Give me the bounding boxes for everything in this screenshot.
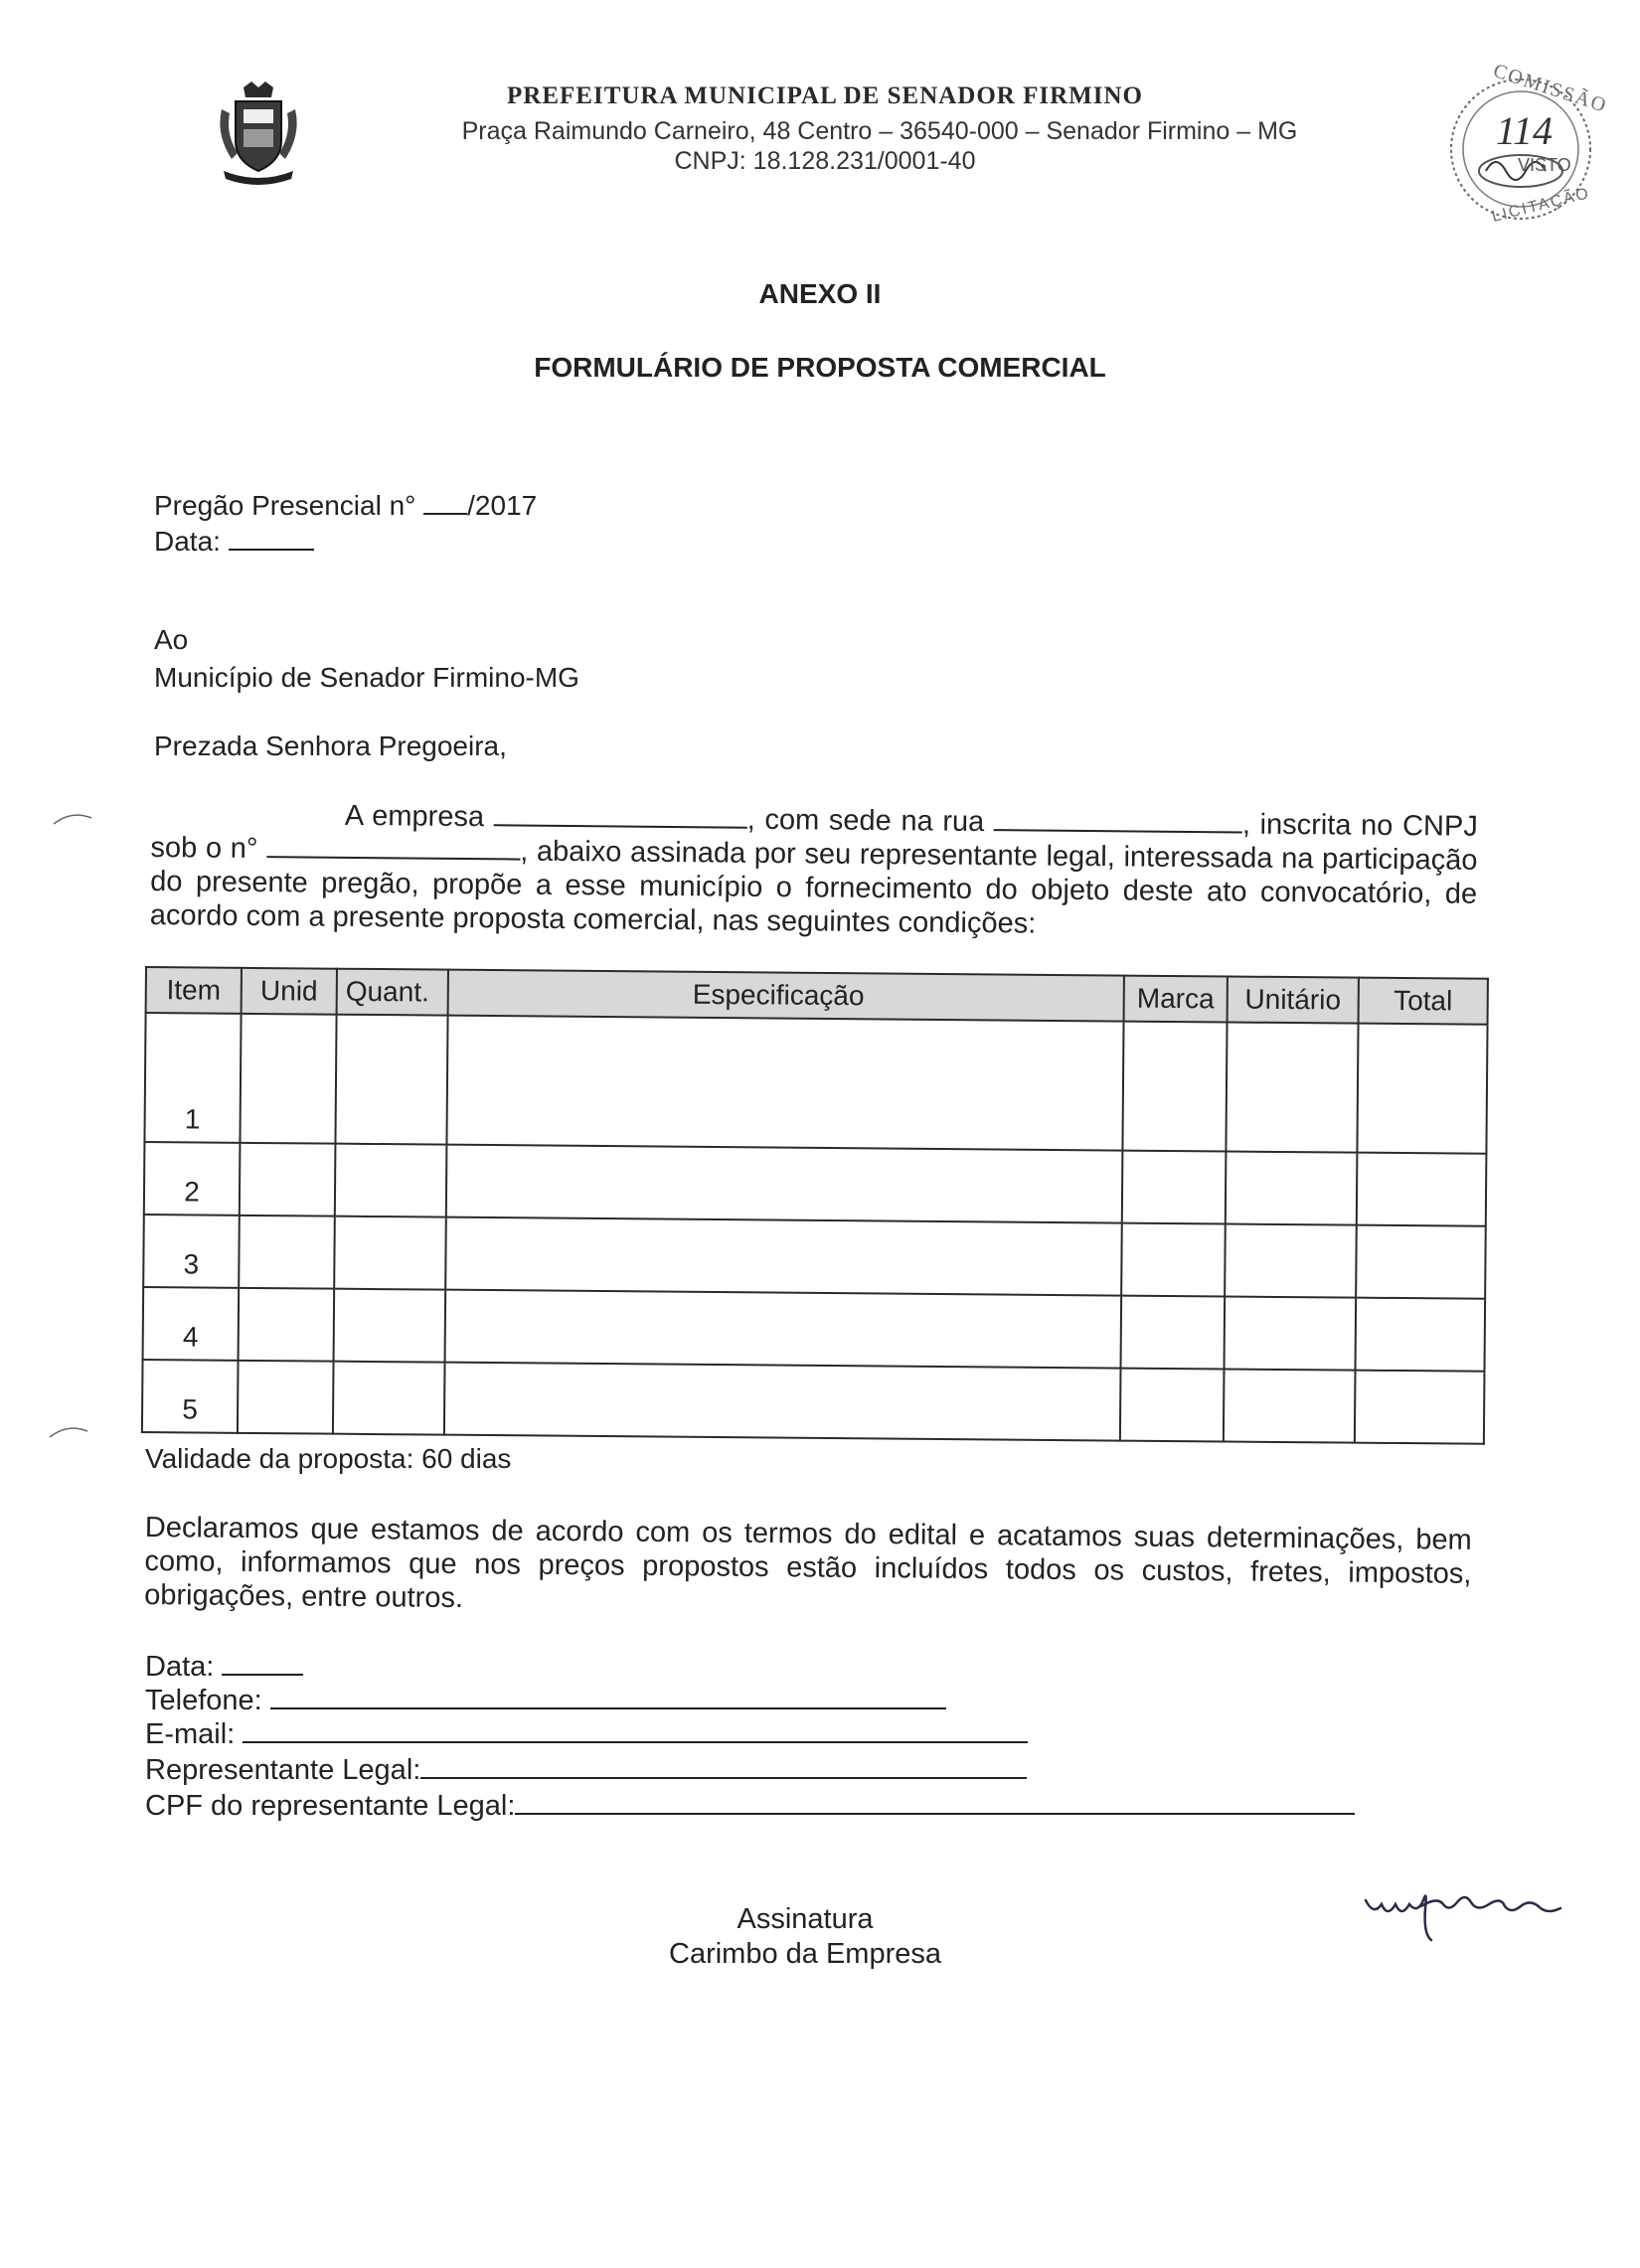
unid-cell[interactable] xyxy=(240,1143,336,1216)
header-item: Item xyxy=(146,967,242,1014)
header-marca: Marca xyxy=(1124,976,1228,1023)
header-title: PREFEITURA MUNICIPAL DE SENADOR FIRMINO xyxy=(507,82,1143,109)
item-cell: 5 xyxy=(142,1360,239,1433)
marca-cell[interactable] xyxy=(1122,1151,1227,1224)
data-line xyxy=(154,525,314,558)
unitario-cell[interactable] xyxy=(1224,1369,1356,1442)
proposal-validity: Validade da proposta: 60 dias xyxy=(145,1443,512,1474)
total-cell[interactable] xyxy=(1357,1024,1487,1154)
commission-stamp xyxy=(1436,60,1610,229)
field-representante xyxy=(145,1753,1027,1787)
intro-part1: A empresa xyxy=(344,799,485,834)
pregao-year: /2017 xyxy=(467,490,538,521)
marca-cell[interactable] xyxy=(1122,1022,1227,1152)
stamp-bottom-text: LICITAÇÃO xyxy=(1490,185,1592,227)
proposal-table xyxy=(141,966,1487,1445)
item-cell: 3 xyxy=(143,1215,240,1288)
field-representante-label: Representante Legal: xyxy=(145,1754,421,1786)
pregao-line xyxy=(154,489,537,522)
quant-cell[interactable] xyxy=(334,1216,446,1290)
table-row xyxy=(144,1142,1487,1226)
marca-cell[interactable] xyxy=(1121,1223,1226,1297)
especificacao-cell[interactable] xyxy=(446,1145,1123,1223)
field-telefone-label: Telefone: xyxy=(145,1685,262,1716)
table-row xyxy=(142,1360,1485,1444)
especificacao-cell[interactable] xyxy=(445,1217,1122,1296)
field-email-input[interactable] xyxy=(243,1717,1028,1743)
intro-part3: , inscrita no CNPJ sob o n° xyxy=(150,808,1478,866)
street-field[interactable] xyxy=(994,805,1242,833)
addressee-line2: Município de Senador Firmino-MG xyxy=(154,662,579,693)
stamp-number: 114 xyxy=(1496,108,1554,153)
header-unid: Unid xyxy=(242,968,337,1015)
unitario-cell[interactable] xyxy=(1225,1296,1357,1370)
pregao-label: Pregão Presencial n° xyxy=(154,490,416,521)
company-stamp-label: Carimbo da Empresa xyxy=(669,1938,941,1970)
header-unitario: Unitário xyxy=(1228,977,1359,1024)
quant-cell[interactable] xyxy=(333,1362,445,1435)
unitario-cell[interactable] xyxy=(1226,1151,1358,1224)
table-row xyxy=(143,1215,1486,1299)
municipal-crest-icon xyxy=(214,80,303,189)
intro-paragraph xyxy=(150,797,1478,945)
margin-mark-icon xyxy=(52,810,93,828)
unid-cell[interactable] xyxy=(240,1014,336,1144)
field-telefone xyxy=(145,1684,946,1717)
quant-cell[interactable] xyxy=(335,1144,447,1217)
intro-part4: , abaixo assinada por seu representante legal, interessada na participação do presente pregão, propõe a esse município o fornecimento do objeto deste ato convocatório, de acordo com a presente proposta comercial, nas seguintes condições: xyxy=(149,835,1478,940)
header-address: Praça Raimundo Carneiro, 48 Centro – 36540-000 – Senador Firmino – MG xyxy=(461,117,1298,145)
total-cell[interactable] xyxy=(1356,1225,1486,1299)
addressee-line1: Ao xyxy=(154,624,189,655)
especificacao-cell[interactable] xyxy=(444,1363,1121,1441)
field-data-input[interactable] xyxy=(222,1650,303,1676)
pregao-number-field[interactable] xyxy=(423,489,467,515)
field-email-label: E-mail: xyxy=(145,1718,236,1750)
data-field[interactable] xyxy=(229,525,314,551)
field-data-label: Data: xyxy=(145,1651,215,1683)
quant-cell[interactable] xyxy=(334,1289,446,1363)
unid-cell[interactable] xyxy=(238,1361,334,1434)
total-cell[interactable] xyxy=(1355,1371,1485,1444)
signature-label: Assinatura xyxy=(737,1903,874,1935)
declaration-paragraph: Declaramos que estamos de acordo com os termos do edital e acatamos suas determinações, bem como, informamos que nos preços propostos estão incluídos todos os custos, fretes, impostos, obrigações, entre outros. xyxy=(144,1512,1472,1615)
unitario-cell[interactable] xyxy=(1226,1023,1358,1153)
header-quant: Quant. xyxy=(337,969,448,1016)
unid-cell[interactable] xyxy=(239,1288,335,1362)
data-label: Data: xyxy=(154,526,221,557)
quant-cell[interactable] xyxy=(335,1015,447,1145)
field-data xyxy=(145,1650,303,1684)
marca-cell[interactable] xyxy=(1120,1369,1225,1442)
annex-title: ANEXO II xyxy=(758,278,882,309)
handwritten-rubric-icon xyxy=(1362,1878,1570,1948)
item-cell: 4 xyxy=(143,1287,240,1361)
table-row xyxy=(143,1287,1486,1372)
header-especificacao: Especificação xyxy=(448,970,1124,1022)
item-cell: 2 xyxy=(144,1142,241,1215)
stamp-middle-text: VISTO xyxy=(1518,155,1571,175)
stamp-top-text: COMISSÃO xyxy=(1490,60,1610,117)
cnpj-field[interactable] xyxy=(266,832,520,860)
form-title: FORMULÁRIO DE PROPOSTA COMERCIAL xyxy=(534,352,1106,383)
company-name-field[interactable] xyxy=(494,800,747,828)
margin-mark-icon xyxy=(48,1423,89,1441)
field-cpf xyxy=(145,1789,1355,1823)
table-row xyxy=(144,1013,1487,1154)
greeting: Prezada Senhora Pregoeira, xyxy=(154,730,507,761)
header-cnpj: CNPJ: 18.128.231/0001-40 xyxy=(674,147,976,175)
unitario-cell[interactable] xyxy=(1225,1223,1357,1297)
especificacao-cell[interactable] xyxy=(445,1290,1122,1369)
field-email xyxy=(145,1717,1028,1751)
intro-part2: , com sede na rua xyxy=(746,803,985,839)
total-cell[interactable] xyxy=(1357,1153,1487,1226)
field-cpf-input[interactable] xyxy=(515,1789,1355,1815)
especificacao-cell[interactable] xyxy=(446,1016,1123,1151)
total-cell[interactable] xyxy=(1355,1298,1485,1372)
field-cpf-label: CPF do representante Legal: xyxy=(145,1790,516,1822)
item-cell: 1 xyxy=(144,1013,241,1143)
header-total: Total xyxy=(1359,978,1488,1025)
field-representante-input[interactable] xyxy=(420,1753,1027,1779)
unid-cell[interactable] xyxy=(239,1215,335,1289)
marca-cell[interactable] xyxy=(1121,1296,1226,1370)
field-telefone-input[interactable] xyxy=(270,1684,946,1709)
